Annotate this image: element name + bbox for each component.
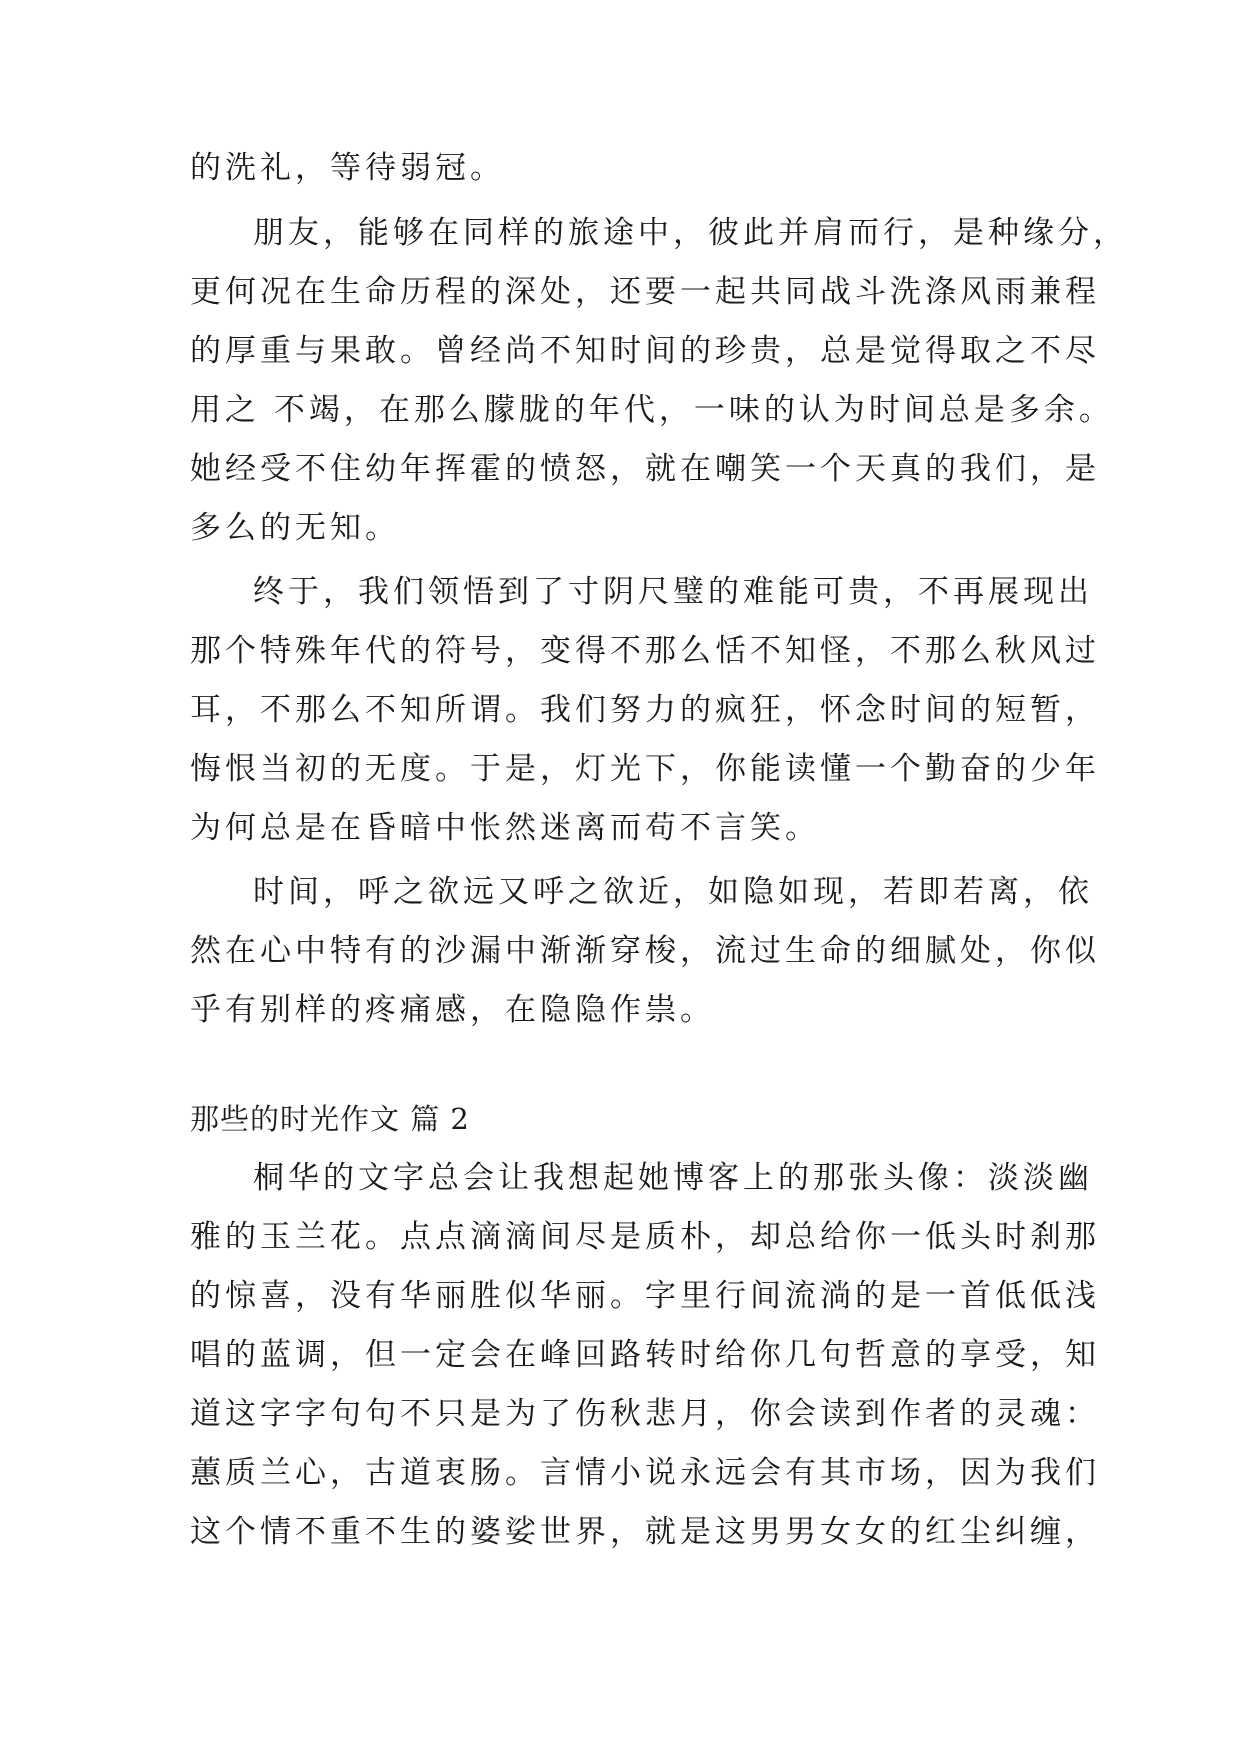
text-line: 道这字字句句不只是为了伤秋悲月，你会读到作者的灵魂： bbox=[190, 1396, 1100, 1432]
text-line: 雅的玉兰花。点点滴滴间尽是质朴，却总给你一低头时刹那 bbox=[190, 1219, 1100, 1255]
text-line: 悔恨当初的无度。于是，灯光下，你能读懂一个勤奋的少年 bbox=[190, 751, 1100, 787]
text-line: 乎有别样的疼痛感，在隐隐作祟。 bbox=[190, 992, 715, 1028]
text-line: 她经受不住幼年挥霍的愤怒，就在嘲笑一个天真的我们，是 bbox=[190, 451, 1100, 487]
text-line: 的厚重与果敢。曾经尚不知时间的珍贵，总是觉得取之不尽 bbox=[190, 333, 1100, 369]
text-line: 蕙质兰心，古道衷肠。言情小说永远会有其市场，因为我们 bbox=[190, 1455, 1100, 1491]
text-line: 朋友，能够在同样的旅途中，彼此并肩而行，是种缘分， bbox=[253, 215, 1128, 251]
text-line: 的洗礼，等待弱冠。 bbox=[190, 150, 505, 186]
text-line: 的惊喜，没有华丽胜似华丽。字里行间流淌的是一首低低浅 bbox=[190, 1278, 1100, 1314]
text-line: 那个特殊年代的符号，变得不那么恬不知怪，不那么秋风过 bbox=[190, 633, 1100, 669]
text-line: 更何况在生命历程的深处，还要一起共同战斗洗涤风雨兼程 bbox=[190, 274, 1100, 310]
text-line: 这个情不重不生的婆娑世界，就是这男男女女的红尘纠缠， bbox=[190, 1514, 1100, 1550]
text-line: 耳，不那么不知所谓。我们努力的疯狂，怀念时间的短暂， bbox=[190, 692, 1100, 728]
text-line: 用之 不竭，在那么朦胧的年代，一味的认为时间总是多余。 bbox=[190, 392, 1114, 428]
text-line: 为何总是在昏暗中怅然迷离而苟不言笑。 bbox=[190, 810, 820, 846]
text-line: 桐华的文字总会让我想起她博客上的那张头像：淡淡幽 bbox=[253, 1160, 1093, 1196]
text-line: 然在心中特有的沙漏中渐渐穿梭，流过生命的细腻处，你似 bbox=[190, 933, 1100, 969]
text-line: 时间，呼之欲远又呼之欲近，如隐如现，若即若离，依 bbox=[253, 874, 1093, 910]
text-line: 多么的无知。 bbox=[190, 510, 400, 546]
text-line: 唱的蓝调，但一定会在峰回路转时给你几句哲意的享受，知 bbox=[190, 1337, 1100, 1373]
text-line: 终于，我们领悟到了寸阴尺璧的难能可贵，不再展现出 bbox=[253, 574, 1093, 610]
section-heading: 那些的时光作文 篇 2 bbox=[190, 1102, 470, 1136]
